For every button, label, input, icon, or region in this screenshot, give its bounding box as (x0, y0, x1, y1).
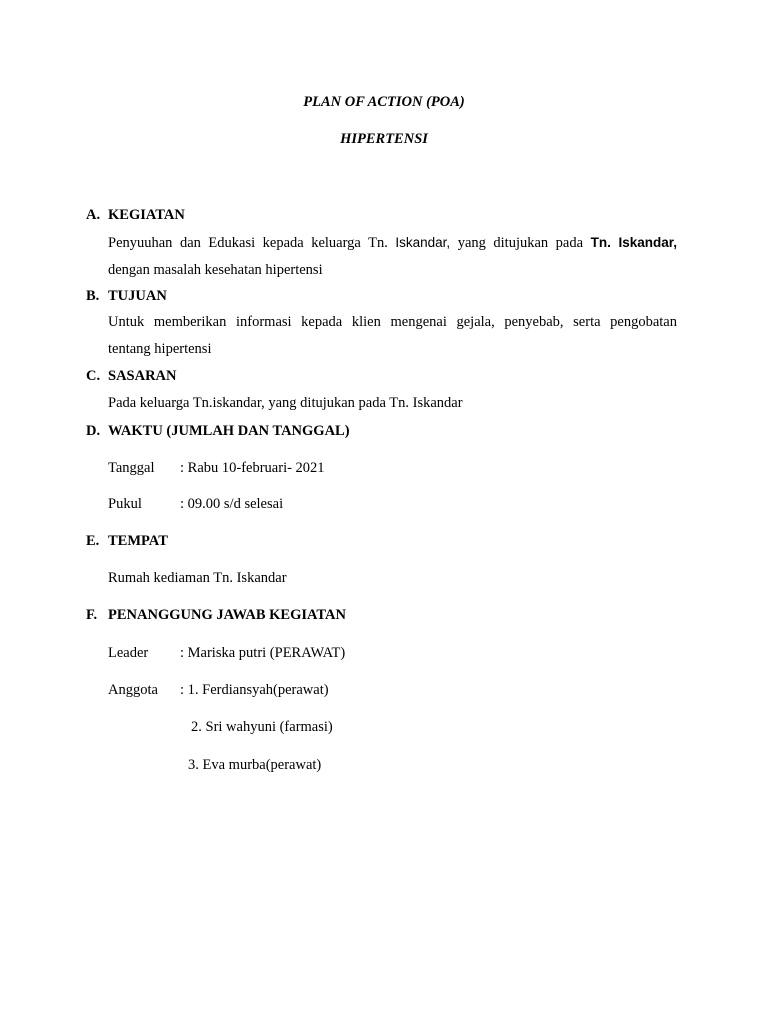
section-d-heading (86, 423, 350, 440)
leader-label: Leader (108, 645, 149, 661)
section-b-line-1: Untuk memberikan informasi kepada klien mengenai gejala, penyebab, serta pengobatan (108, 314, 677, 330)
section-d-title: WAKTU (JUMLAH DAN TANGGAL) (108, 423, 350, 439)
anggota-item-3: 3. Eva murba(perawat) (188, 757, 322, 773)
anggota-item-1: : 1. Ferdiansyah(perawat) (180, 682, 329, 698)
section-a-text-2: yang ditujukan pada (457, 235, 584, 251)
section-b-title: TUJUAN (108, 288, 167, 304)
anggota-label: Anggota (108, 682, 158, 698)
section-a-title: KEGIATAN (108, 207, 185, 223)
pukul-value: : 09.00 s/d selesai (180, 496, 284, 512)
section-c-line-1: Pada keluarga Tn.iskandar, yang ditujukan pada Tn. Iskandar (108, 395, 463, 411)
section-f-title: PENANGGUNG JAWAB KEGIATAN (108, 607, 346, 623)
section-d-letter: D. (86, 423, 101, 439)
document-title: PLAN OF ACTION (POA) (303, 94, 465, 110)
section-f-heading (86, 607, 346, 624)
section-e-letter: E. (86, 533, 100, 549)
section-b-letter: B. (86, 288, 100, 304)
section-a-name-2: Tn. Iskandar, (590, 235, 677, 250)
section-c-title: SASARAN (108, 368, 177, 384)
section-b-heading (86, 288, 167, 305)
leader-value: : Mariska putri (PERAWAT) (180, 645, 346, 661)
section-f-letter: F. (86, 607, 98, 623)
tanggal-label: Tanggal (108, 460, 155, 476)
pukul-label: Pukul (108, 496, 142, 512)
tanggal-value: : Rabu 10-februari- 2021 (180, 460, 325, 476)
anggota-item-2: 2. Sri wahyuni (farmasi) (191, 719, 333, 735)
section-b-body (108, 309, 677, 363)
section-b-line-2: tentang hipertensi (108, 341, 212, 357)
section-a-text-1: Penyuuhan dan Edukasi kepada keluarga Tn. (108, 235, 388, 251)
section-c-letter: C. (86, 368, 101, 384)
section-c-body (108, 390, 677, 417)
section-a-line-1 (108, 229, 677, 257)
section-a-line-2: dengan masalah kesehatan hipertensi (108, 262, 323, 278)
section-e-title: TEMPAT (108, 533, 168, 549)
section-a-body (108, 229, 677, 284)
section-e-heading (86, 533, 168, 550)
section-a-name-1: Iskandar, (395, 235, 451, 250)
section-c-heading (86, 368, 177, 385)
tempat-value: Rumah kediaman Tn. Iskandar (108, 570, 287, 586)
section-a-heading (86, 207, 185, 224)
document-subtitle: HIPERTENSI (340, 131, 428, 147)
section-a-letter: A. (86, 207, 101, 223)
